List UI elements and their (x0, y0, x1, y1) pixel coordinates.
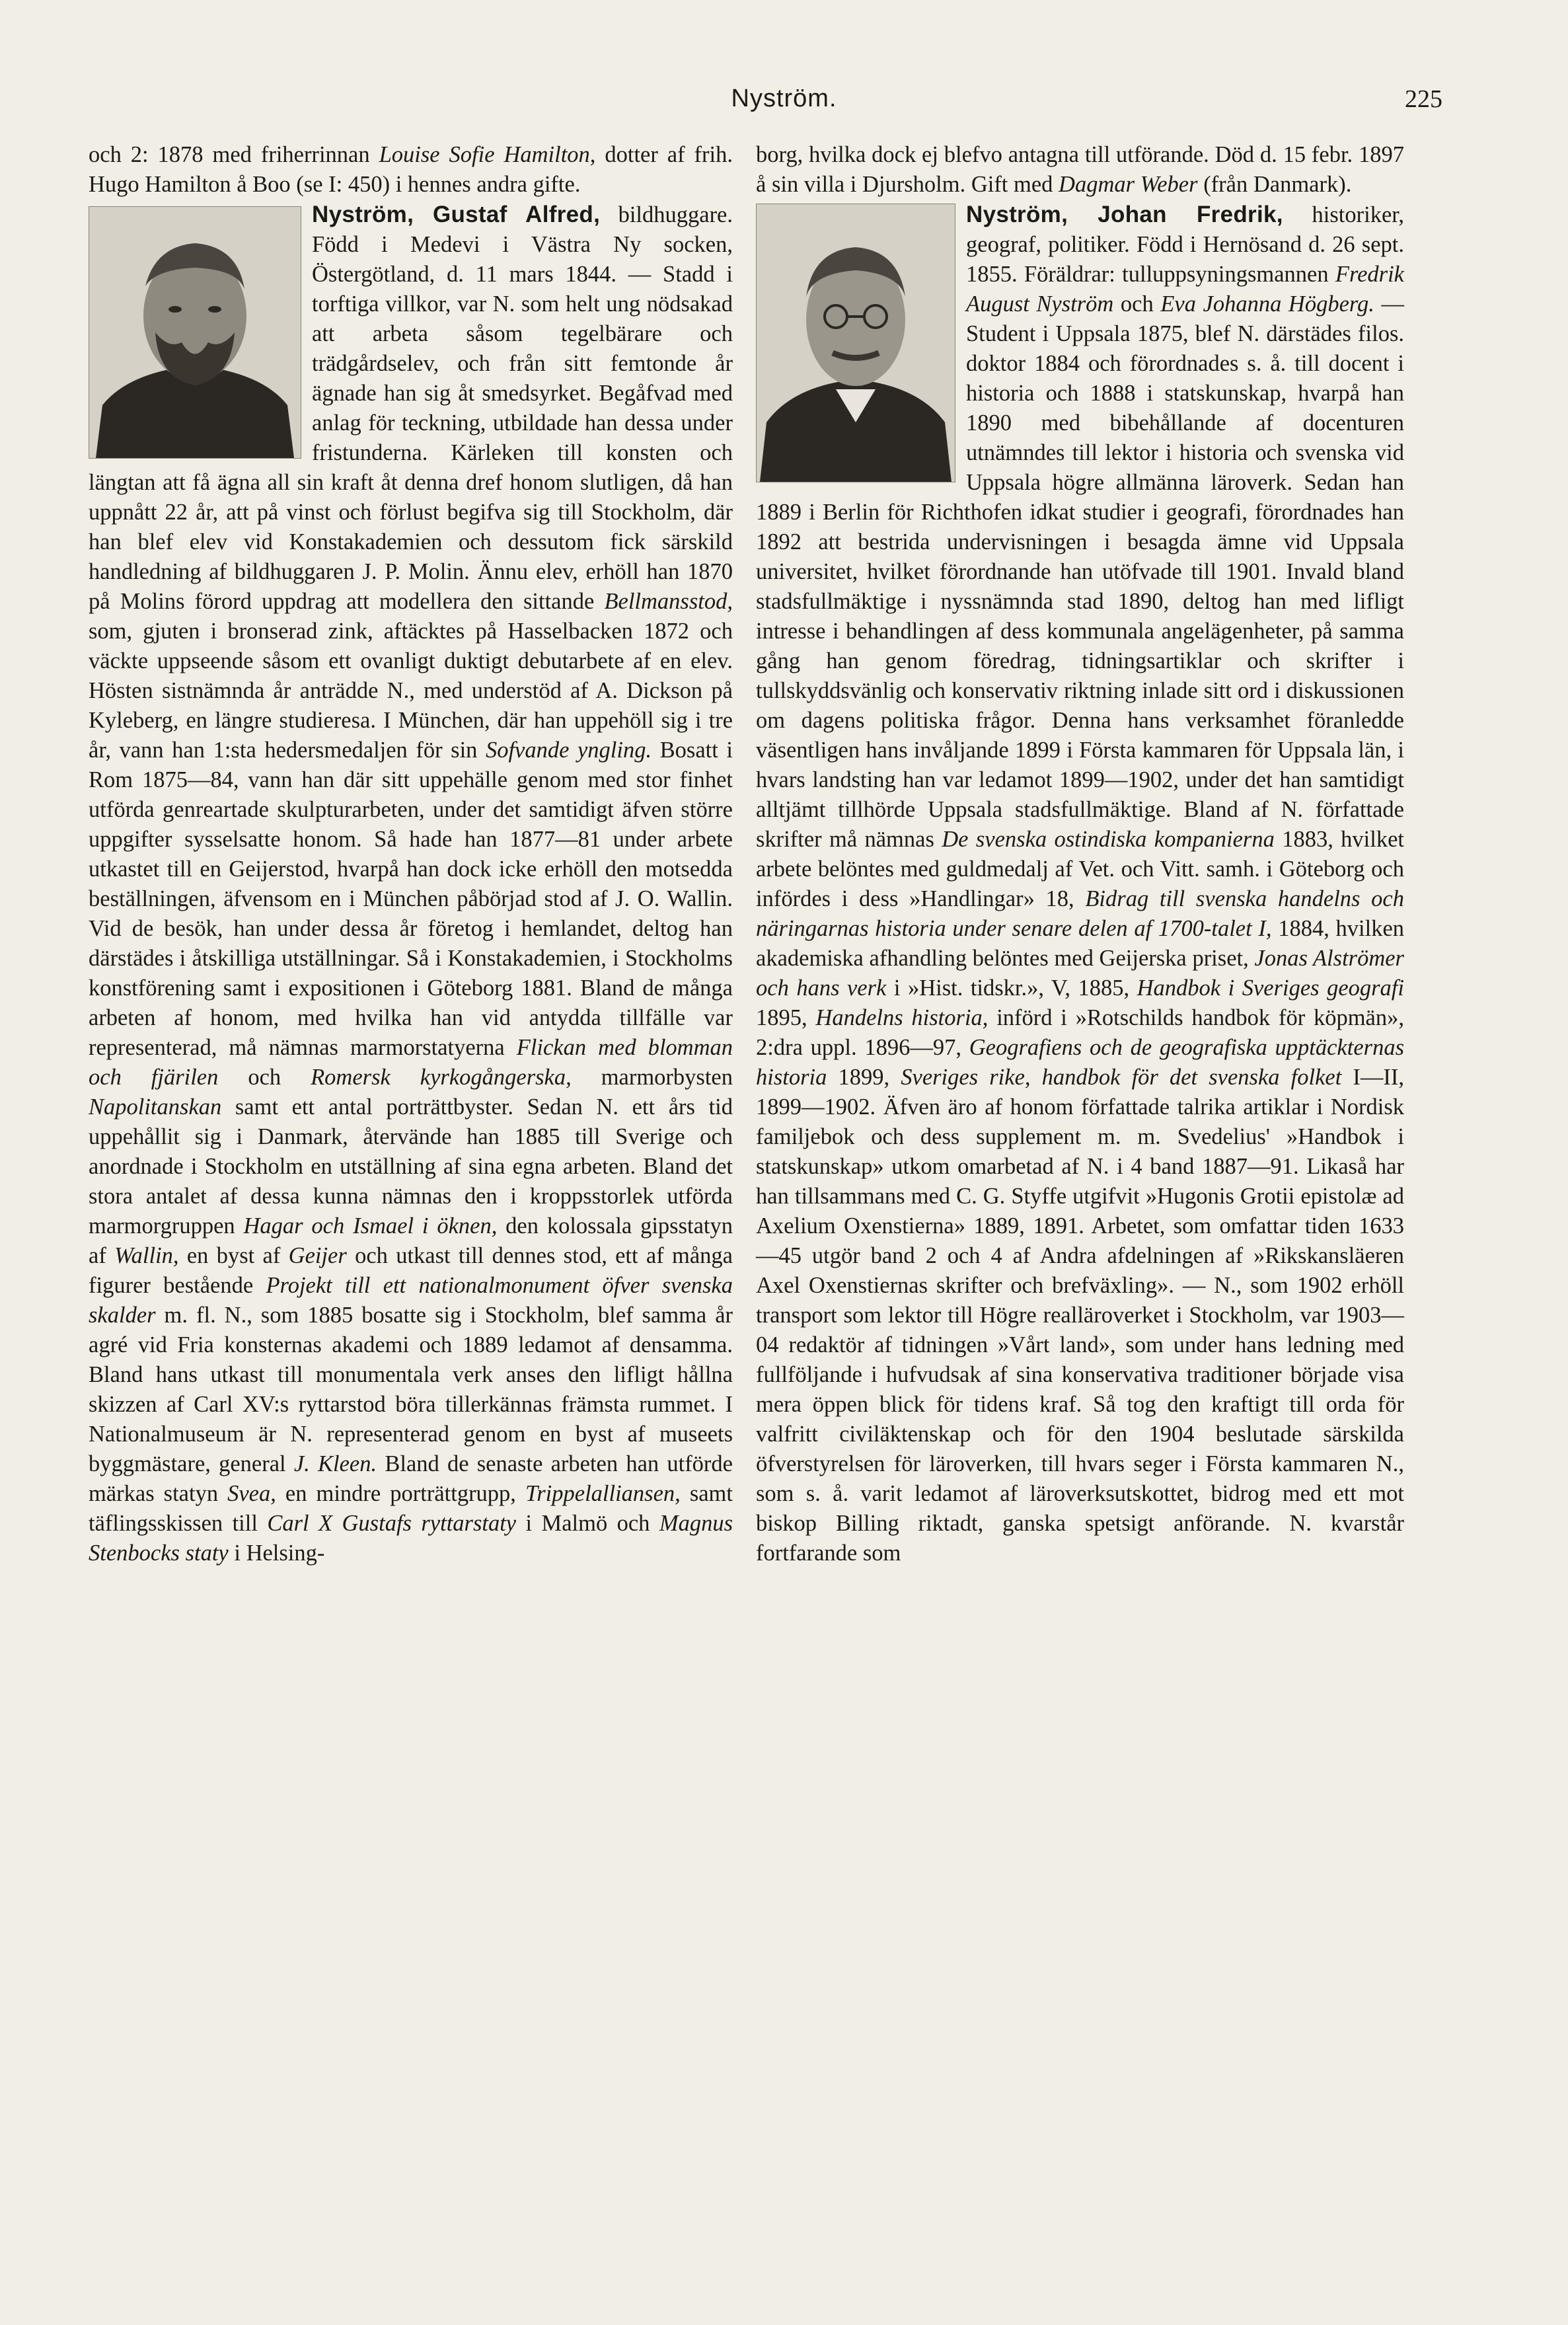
entry-johan-text-1: historiker, geograf, politiker. Född i Hernösand d. 26 sept. 1855. Föräldrar: tulluppsyningsmannen (966, 202, 1404, 287)
entry-johan-text-7: 1895, (756, 1005, 816, 1030)
running-title: Nyström. (731, 85, 837, 112)
work-title-alstromer: Jonas Alströmer och hans verk (756, 946, 1404, 1001)
work-title-bellmansstod: Bellmansstod, (604, 589, 733, 614)
entry-gustaf-text-2: som, gjuten i bronserad zink, aftäcktes på Hasselbacken 1872 och väckte uppseende såsom ett ovanligt duktigt debutarbete af en elev. Hösten sistnämnda år anträdde N., med understöd af A. Dickson på Kyleberg, en längre studieresa. I München, där han uppehöll sig i tre år, vann han 1:sta hedersmedaljen för sin (89, 619, 733, 763)
work-title-romersk: Romersk kyrkogångerska, (311, 1065, 572, 1090)
entry-gustaf-text-12: en mindre porträttgrupp, (276, 1481, 525, 1506)
entry-gustaf-text-15: i Helsing- (228, 1541, 325, 1566)
italic-name-dagmar: Dagmar Weber (1059, 172, 1198, 197)
entry-gustaf-text-8: en byst af (178, 1243, 289, 1268)
entry-gustaf-text-9: och utkast till dennes stod, ett af många figurer bestående (89, 1243, 733, 1298)
entry-johan-text-6: i »Hist. tidskr.», V, 1885, (886, 975, 1137, 1001)
italic-name-eva: Eva Johanna Högberg. (1160, 291, 1374, 317)
continuation-paragraph-right (756, 140, 1404, 200)
entry-johan-text-4: 1883, hvilket arbete belöntes med guldmedalj af Vet. och Vitt. samh. i Göteborg och infördes i dess »Handlingar» 18, (756, 827, 1404, 911)
entry-gustaf-text-10: m. fl. N., som 1885 bosatte sig i Stockholm, blef samma år agré vid Fria konsternas akademi och 1889 ledamot af densamma. Bland hans utkast till monumentala verk anses den lifligt hållna skizzen af Carl XV:s ryttarstod böra tillerkännas främsta rummet. I Nationalmuseum är N. representerad genom en byst af museets byggmästare, general (89, 1303, 733, 1476)
entry-gustaf-text-13: samt täflingsskissen till (89, 1481, 733, 1536)
entry-johan-text-9: 1899, (827, 1065, 901, 1090)
entry-johan-text-2: och (1113, 291, 1161, 317)
entry-gustaf-alfred (89, 200, 733, 1568)
portrait-image-johan (756, 204, 955, 482)
entry-johan-text-3: — Student i Uppsala 1875, blef N. därstädes filos. doktor 1884 och förordnades s. å. till docent i historia och 1888 i statskunskap, hvarpå han 1890 med bibehållande af docenturen utnämndes till lektor i historia och svenska vid Uppsala högre allmänna läroverk. Sedan han 1889 i Berlin för Richthofen idkat studier i geografi, förordnades han 1892 att bestrida undervisningen i besagda ämne vid Uppsala universitet, hvilket förordnande han utöfvade till 1901. Invald bland stadsfullmäktige i nyssnämnda stad 1890, deltog han med lifligt intresse i behandlingen af dess kommunala angelägenheter, på samma gång han genom föredrag, tidningsartiklar och skrifter i tullskyddsvänlig och konservativ riktning inlade sitt ord i diskussionen om dagens politiska frågor. Denna hans verksamhet föranledde väsentligen hans invåljande 1899 i Första kammaren för Uppsala län, i hvars landsting han var ledamot 1899—1902, under det han samtidigt alltjämt tillhörde Uppsala stadsfullmäktige. Bland af N. författade skrifter må nämnas (756, 291, 1404, 852)
entry-heading-johan: Nyström, Johan Fredrik, (966, 202, 1283, 227)
work-title-carl: Carl X Gustafs ryttarstaty (267, 1511, 517, 1536)
entry-gustaf-text-11: Bland de senaste arbeten han utförde märkas statyn (89, 1451, 733, 1506)
right-column (756, 140, 1404, 1568)
italic-name-fredrik: Fredrik August Nyström (966, 262, 1404, 317)
continuation-rest-text: dotter af frih. Hugo Hamilton å Boo (se I: 450) i hennes andra gifte. (89, 142, 733, 197)
work-title-sveriges-rike: Sveriges rike, handbok för det svenska folket (901, 1065, 1342, 1090)
work-title-geografiens: Geografiens och de geografiska upptäckternas historia (756, 1035, 1404, 1090)
work-title-projekt: Projekt till ett nationalmonument öfver svenska skalder (89, 1273, 733, 1328)
work-title-magnus: Magnus Stenbocks staty (89, 1511, 733, 1566)
work-title-wallin: Wallin, (114, 1243, 179, 1268)
entry-gustaf-text-4: och (218, 1065, 311, 1090)
work-title-napolitanskan: Napolitanskan (89, 1094, 222, 1120)
continuation-paragraph (89, 140, 733, 200)
entry-heading-gustaf: Nyström, Gustaf Alfred, (312, 202, 601, 227)
entry-gustaf-text-7: den kolossala gipsstatyn af (89, 1213, 733, 1268)
entry-johan-text-10: I—II, 1899—1902. Äfven äro af honom författade talrika artiklar i Nordisk familjebok och dess supplement m. m. Svedelius' »Handbok i statskunskap» utkom omarbetad af N. i 4 band 1887—91. Likaså har han tillsammans med C. G. Styffe utgifvit »Hugonis Grotii epistolæ ad Axelium Oxenstierna» 1889, 1891. Arbetet, som omfattar tiden 1633—45 utgör band 2 och 4 af Andra afdelningen af »Rikskansläeren Axel Oxenstiernas skrifter och brefväxling». — N., som 1902 erhöll transport som lektor till Högre realläroverket i Stockholm, var 1903—04 redaktör af tidningen »Vårt land», som under hans ledning med fullföljande i hufvudsak af sina konservativa traditioner började visa mera öppen blick för tidens kraf. Så tog den kraftigt till orda för valfritt civiläktenskap och för den 1904 beslutade särskilda öfverstyrelsen för läroverken, till hvars seger i Första kammaren N., som s. å. varit ledamot af läroverksutskottet, bidrog med ett mot biskop Billing riktadt, ganska spetsigt anförande. N. kvarstår fortfarande som (756, 1065, 1405, 1566)
left-column (89, 140, 733, 1568)
continuation-right-text: borg, hvilka dock ej blefvo antagna till utförande. Död d. 15 febr. 1897 å sin villa i Djursholm. Gift med (756, 142, 1404, 197)
entry-gustaf-text-5: marmorbysten (571, 1065, 733, 1090)
work-title-bidrag: Bidrag till svenska handelns och näringarnas historia under senare delen af 1700-talet I, (756, 886, 1404, 941)
work-title-hagar: Hagar och Ismael i öknen, (243, 1213, 498, 1239)
portrait-image-gustaf (89, 206, 301, 459)
continuation-right-rest: (från Danmark). (1197, 172, 1352, 197)
work-title-geijer: Geijer (288, 1243, 347, 1268)
entry-gustaf-text-3: Bosatt i Rom 1875—84, vann han där sitt uppehälle genom med stor finhet utförda genreartade skulpturarbeten, under det samtidigt äfven större uppgifter sysselsatte honom. Så hade han 1877—81 under arbete utkastet till en Geijerstod, hvarpå han dock icke erhöll den motsedda beställningen, äfvensom en i München påbörjad stod af J. O. Wallin. Vid de besök, han under dessa år företog i hemlandet, deltog han därstädes i åtskilliga utställningar. Så i Konstakademien, i Stockholms konstförening samt i expositionen i Göteborg 1881. Bland de många arbeten af honom, med hvilka han vid antydda tillfälle var representerad, må nämnas marmorstatyerna (89, 738, 733, 1060)
page-number: 225 (1405, 85, 1442, 113)
work-title-trippel: Trippelalliansen, (525, 1481, 681, 1506)
continuation-text: och 2: 1878 med friherrinnan (89, 142, 379, 167)
entry-johan-fredrik (756, 200, 1404, 1568)
work-title-kleen: J. Kleen. (293, 1451, 377, 1476)
portrait-johan-icon (757, 204, 955, 482)
work-title-ostindiska: De svenska ostindiska kompanierna (942, 827, 1275, 852)
work-title-svea: Svea, (227, 1481, 276, 1506)
italic-name-louise: Louise Sofie Hamilton, (379, 142, 596, 167)
entry-johan-text-8: införd i »Rotschilds handbok för köpmän», 2:dra uppl. 1896—97, (756, 1005, 1404, 1060)
work-title-handelns: Handelns historia, (815, 1005, 989, 1030)
entry-gustaf-text-14: i Malmö och (516, 1511, 659, 1536)
work-title-flickan: Flickan med blomman och fjärilen (89, 1035, 733, 1090)
entry-gustaf-text-1: bildhuggare. Född i Medevi i Västra Ny socken, Östergötland, d. 11 mars 1844. — Stadd i torftiga villkor, var N. som helt ung nödsakad att arbeta såsom tegelbärare och trädgårdselev, och från sitt femtonde år ägnade han sig åt smedsyrket. Begåfvad med anlag för teckning, utbildade han dessa under fristunderna. Kärleken till konsten och längtan att få ägna all sin kraft åt denna dref honom slutligen, då han uppnått 22 år, att på vinst och förlust begifva sig till Stockholm, där han blef elev vid Konstakademien och dessutom fick särskild handledning af bildhuggaren J. P. Molin. Ännu elev, erhöll han 1870 på Molins förord uppdrag att modellera den sittande (89, 202, 733, 614)
entry-gustaf-text-6: samt ett antal porträttbyster. Sedan N. ett års tid uppehållit sig i Danmark, återvände han 1885 till Sverige och anordnade i Stockholm en utställning af sina egna arbeten. Bland det stora antalet af dessa kunna nämnas den i kroppsstorlek utförda marmorgruppen (89, 1094, 733, 1239)
work-title-handbok: Handbok i Sveriges geografi (1137, 975, 1404, 1001)
work-title-sofvande: Sofvande yngling. (485, 738, 652, 763)
entry-johan-text-5: 1884, hvilken akademiska afhandling belöntes med Geijerska priset, (756, 916, 1405, 971)
portrait-gustaf-icon (89, 207, 301, 458)
